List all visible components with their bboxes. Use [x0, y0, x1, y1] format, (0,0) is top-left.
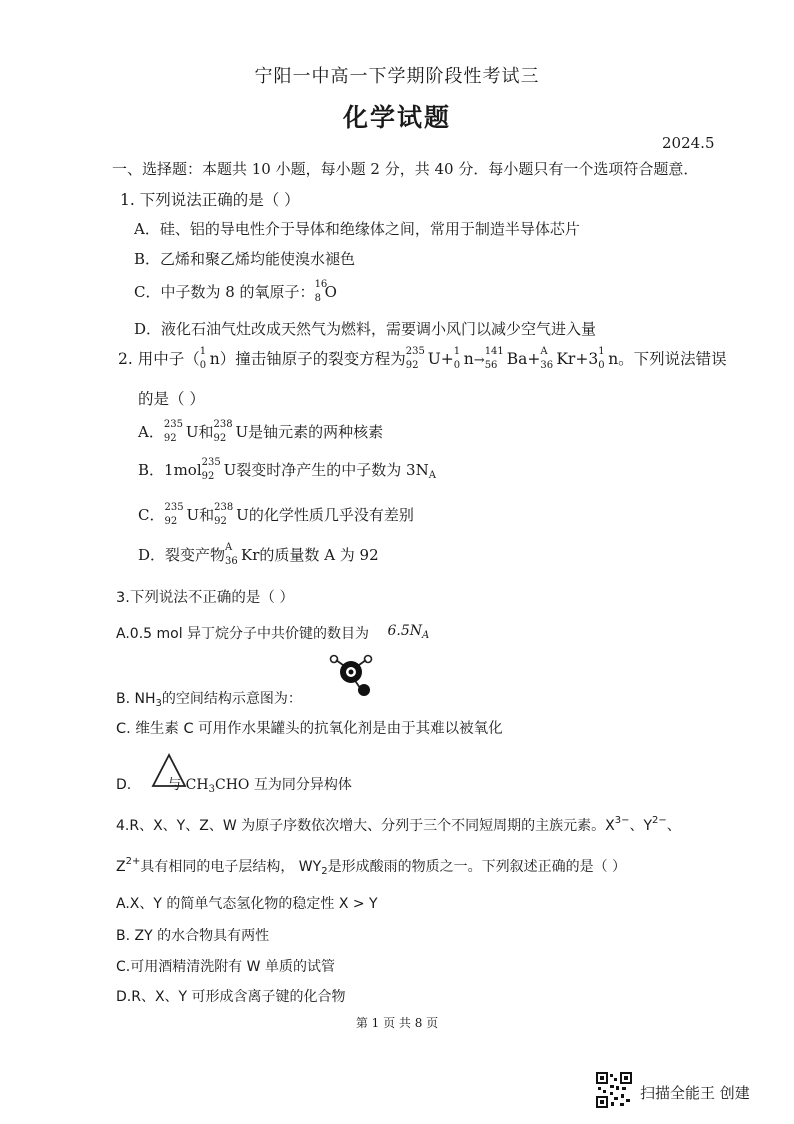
- u235-notation: 235 92: [405, 346, 425, 371]
- question-3-stem: 3.下列说法不正确的是（ ）: [116, 590, 294, 606]
- section-heading: 一、选择题：本题共 10 小题，每小题 2 分，共 40 分．每小题只有一个选项符合题意．: [112, 160, 699, 178]
- question-1-option-d: D．液化石油气灶改成天然气为燃料，需要调小风门以减少空气进入量: [134, 320, 597, 338]
- question-1-option-c: C．中子数为 8 的氧原子： 16 8 O: [134, 279, 337, 304]
- question-3-option-c: C. 维生素 C 可用作水果罐头的抗氧化剂是由于其难以被氧化: [116, 721, 503, 737]
- reaction-arrow: →: [473, 352, 485, 368]
- subject-title: 化学试题: [342, 103, 451, 132]
- exam-date: 2024.5: [662, 134, 715, 152]
- question-2-option-b: B．1mol 235 92 U裂变时净产生的中子数为 $3N_A$: [138, 457, 436, 482]
- question-1-option-b: B．乙烯和聚乙烯均能使溴水褪色: [134, 250, 356, 268]
- scanner-watermark: 扫描全能王 创建: [640, 1084, 750, 1102]
- question-2-stem-line2: 的是（ ）: [138, 390, 205, 408]
- question-4-option-b: B. ZY 的水合物具有两性: [116, 928, 270, 944]
- neutron-notation: 1 0: [199, 346, 207, 371]
- qr-code-icon: [596, 1072, 632, 1108]
- school-exam-title: 宁阳一中高一下学期阶段性考试三: [254, 66, 540, 87]
- question-1-option-a: A．硅、铝的导电性介于导体和绝缘体之间，常用于制造半导体芯片: [134, 220, 580, 238]
- question-2-stem: 2. 用中子（ 1 0 n）撞击铀原子的裂变方程为 235 92 U+ 1 0 n→ 141 56 Ba+ A 36 Kr+3 1 0 n。下列说法错误: [118, 346, 727, 371]
- kr-notation: A 36: [540, 346, 554, 371]
- question-2-option-d: D．裂变产物 A 36 Kr的质量数 A 为 92: [138, 542, 379, 567]
- question-4-option-c: C.可用酒精清洗附有 W 单质的试管: [116, 959, 335, 975]
- question-2-option-a: A． 235 92 U和 238 92 U是铀元素的两种核素: [138, 419, 384, 444]
- question-2-option-c: C． 235 92 U和 238 92 U的化学性质几乎没有差别: [138, 502, 414, 527]
- question-4-stem: 4.R、X、Y、Z、W 为原子序数依次增大、分列于三个不同短周期的主族元素。$X^{3-}$、$Y^{2-}$、: [116, 815, 681, 834]
- question-3-option-b: B. $NH_3$的空间结构示意图为：: [116, 691, 302, 709]
- question-3-option-a: A.0.5 mol 异丁烷分子中共价键的数目为 $6.5N_A$: [116, 623, 430, 642]
- ba-notation: 141 56: [484, 346, 504, 371]
- question-3-option-d: D. 与 $CH_3CHO$ 互为同分异构体: [116, 777, 352, 795]
- question-1-stem: 1. 下列说法正确的是（ ）: [120, 191, 300, 209]
- oxygen-isotope-notation: 16 8: [314, 279, 328, 304]
- page-number: 第 1 页 共 8 页: [355, 1016, 439, 1030]
- question-4-option-d: D.R、X、Y 可形成含离子键的化合物: [116, 989, 346, 1005]
- option-c-text: C．中子数为 8 的氧原子：: [134, 283, 315, 301]
- question-4-option-a: A.X、Y 的简单气态氢化物的稳定性 X > Y: [116, 896, 378, 912]
- bond-count-value: $6.5N_A$: [387, 623, 430, 641]
- nh3-structure-icon: [324, 652, 376, 696]
- question-4-stem-line2: $Z^{2+}$具有相同的电子层结构， $WY_2$是形成酸雨的物质之一。下列叙述正确的是（ ）: [116, 856, 627, 877]
